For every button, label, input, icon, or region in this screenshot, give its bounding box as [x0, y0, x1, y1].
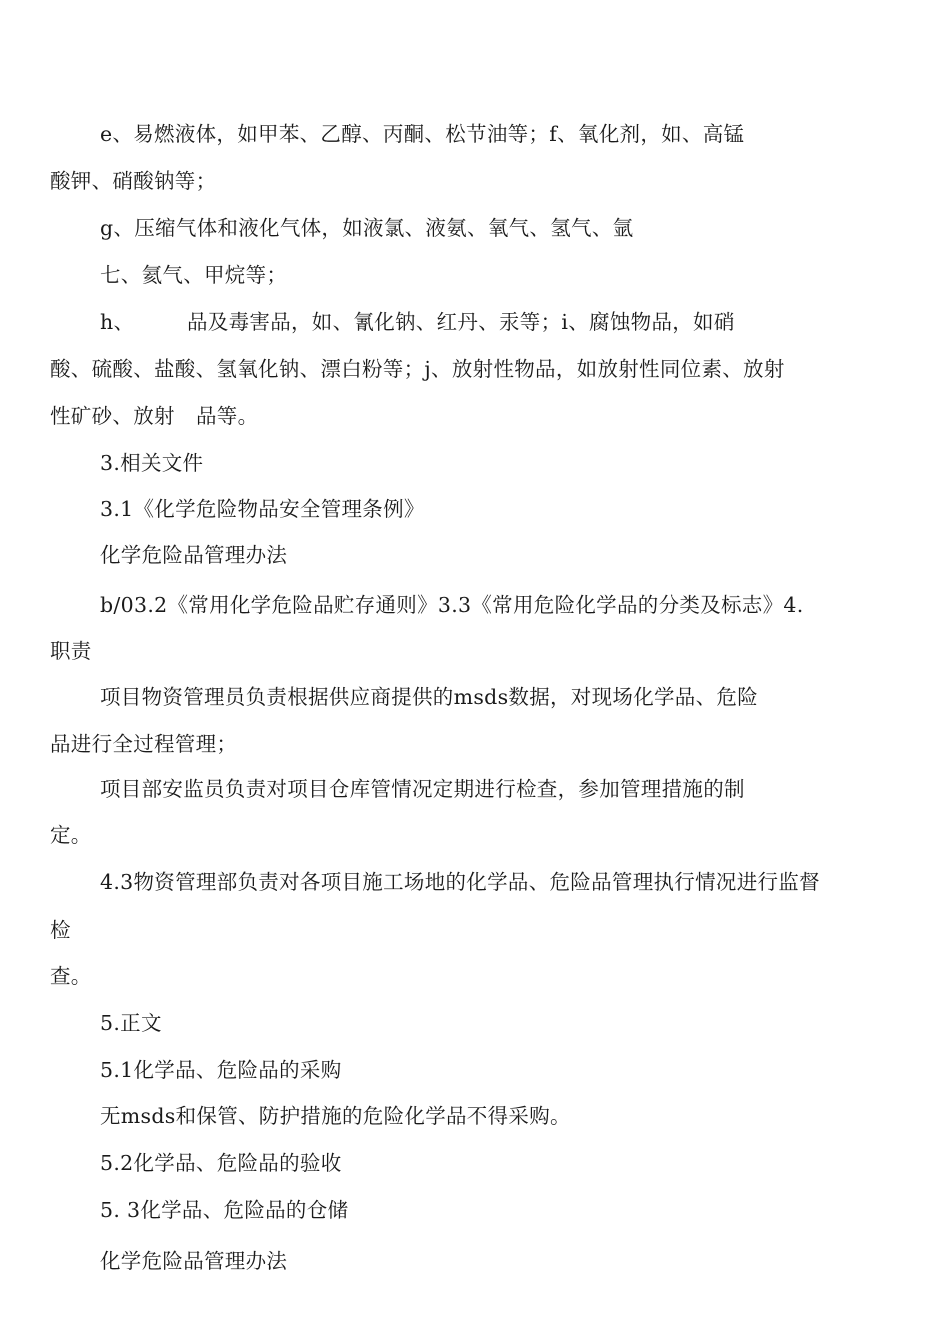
text-line: 项目部安监员负责对项目仓库管情况定期进行检查，参加管理措施的制 — [100, 777, 745, 801]
text-line: 品进行全过程管理； — [50, 732, 238, 756]
text-line: 无msds和保管、防护措施的危险化学品不得采购。 — [100, 1104, 571, 1128]
text-line: 查。 — [50, 964, 92, 988]
text-line: e、易燃液体，如甲苯、乙醇、丙酮、松节油等；f、氧化剂，如、高锰 — [100, 122, 745, 146]
subsection-heading: 5. 3化学品、危险品的仓储 — [100, 1198, 349, 1222]
text-line: 品等。 — [196, 404, 259, 428]
text-line: b/03.2《常用化学危险品贮存通则》3.3《常用危险化学品的分类及标志》4. — [100, 593, 804, 617]
text-line: 4.3物资管理部负责对各项目施工场地的化学品、危险品管理执行情况进行监督 — [100, 870, 820, 894]
text-line: 酸、硫酸、盐酸、氢氧化钠、漂白粉等；j、放射性物品，如放射性同位素、放射 — [50, 357, 785, 381]
text-line: h、 — [100, 310, 135, 334]
text-line: 化学危险品管理办法 — [100, 1249, 288, 1273]
section-heading: 5.正文 — [100, 1011, 162, 1035]
text-line: 3.1《化学危险物品安全管理条例》 — [100, 497, 425, 521]
section-heading: 职责 — [50, 639, 92, 663]
subsection-heading: 5.1化学品、危险品的采购 — [100, 1058, 342, 1082]
text-line: g、压缩气体和液化气体，如液氯、液氨、氧气、氢气、氩 — [100, 216, 634, 240]
text-line: 酸钾、硝酸钠等； — [50, 169, 217, 193]
text-line: 性矿砂、放射 — [50, 404, 175, 428]
text-line: 检 — [50, 918, 71, 942]
section-heading: 3.相关文件 — [100, 451, 204, 475]
text-line: 化学危险品管理办法 — [100, 543, 288, 567]
text-line: 品及毒害品，如、氰化钠、红丹、汞等；i、腐蚀物品，如硝 — [187, 310, 735, 334]
text-line: 项目物资管理员负责根据供应商提供的msds数据，对现场化学品、危险 — [100, 685, 759, 709]
text-line: 定。 — [50, 823, 92, 847]
subsection-heading: 5.2化学品、危险品的验收 — [100, 1151, 342, 1175]
text-line: 七、氦气、甲烷等； — [100, 263, 288, 287]
